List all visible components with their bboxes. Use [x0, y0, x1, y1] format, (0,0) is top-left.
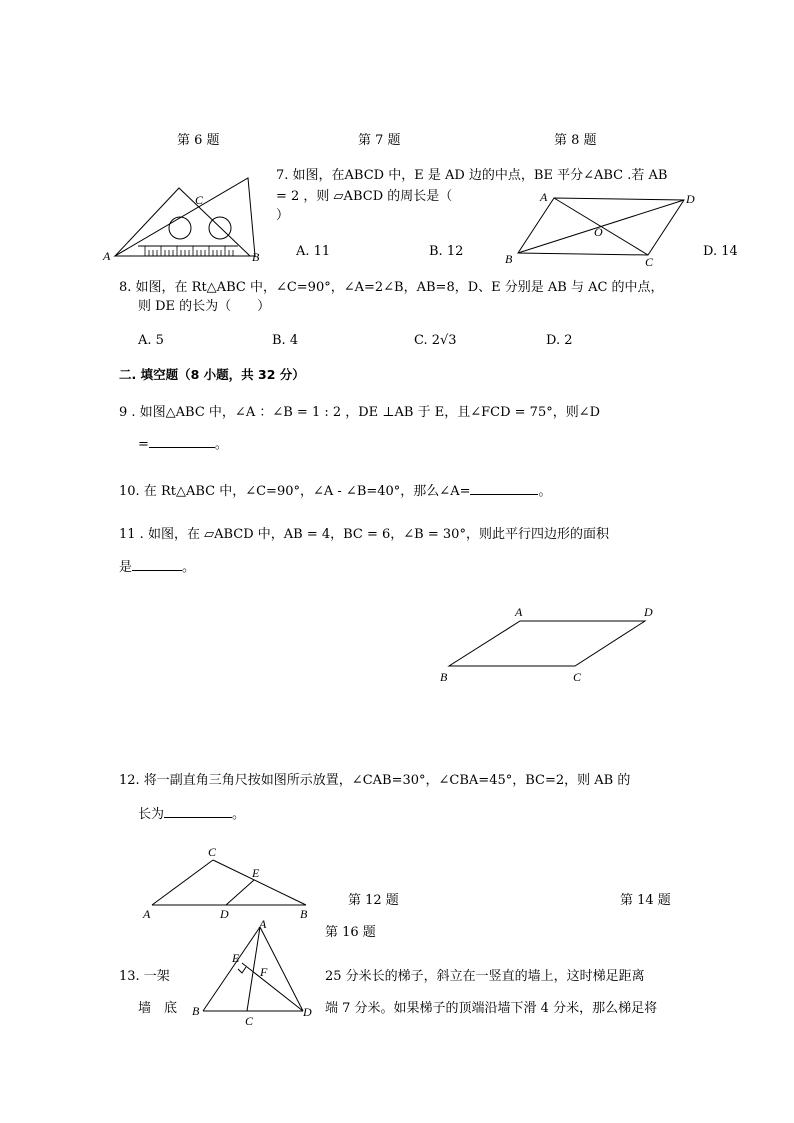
q9-period: 。	[214, 437, 228, 452]
q11-prefix: 是	[119, 560, 133, 575]
q11-answer-blank[interactable]	[132, 558, 182, 571]
q10-answer-blank[interactable]	[470, 482, 538, 495]
fig6-label-a: A	[103, 249, 111, 263]
fig16-label-f: F	[260, 965, 268, 979]
fig16-label-a: A	[259, 917, 267, 931]
q11-line2	[119, 558, 195, 576]
figure-q11	[435, 600, 665, 690]
q9-equals: =	[138, 437, 149, 452]
fig12-label-b: B	[300, 907, 308, 921]
q13-part1: 13. 一架	[119, 969, 170, 984]
q7-line2: = 2 ，则 ▱ABCD 的周长是（	[276, 189, 453, 204]
q8-option-b: B. 4	[272, 333, 299, 348]
q12-prefix: 长为	[138, 807, 165, 822]
fig6-label-b: B	[252, 250, 260, 264]
fig12-label-e: E	[252, 866, 260, 880]
fig16-label-d: D	[303, 1005, 312, 1019]
q9-line1: 9 . 如图△ABC 中，∠A ：∠B = 1 : 2 ，DE ⊥AB 于 E，且∠FCD = 75°，则∠D	[119, 405, 601, 420]
fig11-label-c: C	[573, 670, 582, 684]
q9-line2	[138, 435, 228, 453]
q7-option-d: D. 14	[703, 244, 738, 259]
fig16-label-c: C	[245, 1014, 254, 1028]
figure-q16	[185, 918, 325, 1028]
fig7-label-o: O	[594, 225, 603, 239]
fig11-label-b: B	[440, 670, 448, 684]
caption-q14: 第 14 题	[620, 893, 671, 908]
figure-q6	[100, 170, 270, 265]
q9-answer-blank[interactable]	[149, 435, 215, 448]
q12-period: 。	[232, 807, 246, 822]
q12-line1: 12. 将一副直角三角尺按如图所示放置，∠CAB=30°，∠CBA=45°，BC=2，则 AB 的	[119, 773, 631, 788]
q11-line1: 11 . 如图，在 ▱ABCD 中，AB = 4，BC = 6，∠B = 30°，则此平行四边形的面积	[119, 527, 609, 542]
q8-option-c: C. 2√3	[414, 333, 457, 348]
fig6-label-c: C	[195, 193, 204, 207]
caption-q12: 第 12 题	[348, 893, 399, 908]
fig7-label-d: D	[686, 192, 695, 206]
fig7-label-a: A	[540, 190, 548, 204]
q13-part4: 端 7 分米。如果梯子的顶端沿墙下滑 4 分米，那么梯足将	[325, 1001, 658, 1016]
q7-option-a: A. 11	[296, 244, 331, 259]
fig11-label-a: A	[515, 605, 523, 619]
q8-line1: 8. 如图，在 Rt△ABC 中，∠C=90°，∠A=2∠B，AB=8，D、E 分别是 AB 与 AC 的中点，	[119, 280, 664, 295]
fig12-label-a: A	[143, 907, 151, 921]
q7-option-b: B. 12	[429, 244, 464, 259]
fig12-label-d: D	[220, 907, 229, 921]
q12-line2	[138, 805, 245, 823]
q13-part3: 墙 底	[138, 1001, 178, 1016]
q10-line	[119, 482, 552, 500]
fig11-label-d: D	[644, 605, 653, 619]
q10-text: 10. 在 Rt△ABC 中，∠C=90°，∠A - ∠B=40°，那么∠A=	[119, 484, 471, 499]
fig12-label-c: C	[208, 845, 217, 859]
q7-line3: ）	[276, 208, 290, 223]
figure-q12	[140, 842, 320, 922]
caption-q8: 第 8 题	[554, 133, 597, 148]
figure-q8	[500, 188, 710, 268]
q8-option-a: A. 5	[138, 333, 164, 348]
q8-option-d: D. 2	[546, 333, 573, 348]
caption-q7: 第 7 题	[358, 133, 401, 148]
q13-part2: 25 分米长的梯子，斜立在一竖直的墙上，这时梯足距离	[325, 969, 645, 984]
fig7-label-c: C	[645, 255, 654, 269]
q10-period: 。	[538, 484, 552, 499]
q11-period: 。	[182, 560, 196, 575]
q7-line1: 7. 如图，在ABCD 中，E 是 AD 边的中点，BE 平分∠ABC .若 AB	[276, 168, 668, 183]
fig7-label-b: B	[505, 252, 513, 266]
q12-answer-blank[interactable]	[164, 805, 232, 818]
caption-q16: 第 16 题	[325, 925, 376, 940]
fig16-label-e: E	[232, 951, 240, 965]
fig16-label-b: B	[192, 1004, 200, 1018]
q8-line2: 则 DE 的长为（ ）	[138, 299, 271, 314]
section-heading: 二. 填空题（8 小题，共 32 分）	[119, 367, 305, 382]
caption-q6: 第 6 题	[177, 133, 220, 148]
